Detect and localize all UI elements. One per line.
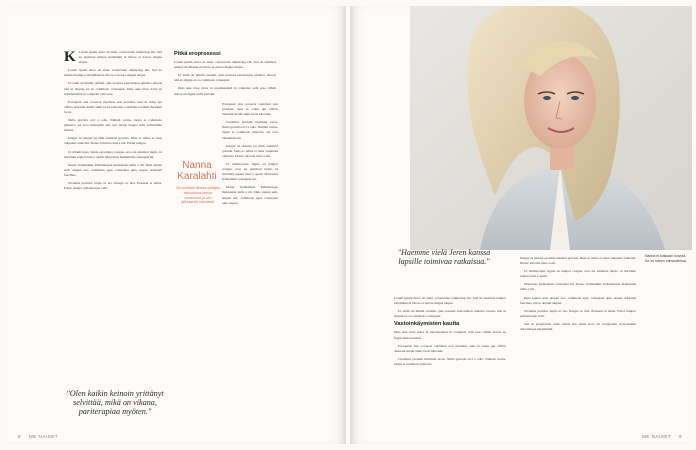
intro-paragraph: [64, 50, 162, 65]
body-paragraph: Integer in mauris eu nibh euismod gravida. Duis ac tellus et risus vulputate vehicula. Donec lobortis risus a elit.: [222, 143, 278, 158]
drop-cap: K: [64, 50, 76, 65]
body-paragraph: Lorem ipsum dolor sit amet, consectetur adipiscing elit. Sed do eiusmod tempor incididunt ut labore et dolore magna aliqua.: [394, 296, 506, 306]
body-paragraph: Vivamus porttitor turpis ac leo. Integer ac nisi. Praesent at tellus. Fusce tempor pellentesque velit.: [64, 180, 162, 191]
photo-caption: Nanna ei koskaan luovuta. Se on hänen vahvuutensa.: [645, 254, 687, 263]
body-paragraph: Curabitur pretium tincidunt lacus. Nulla gravida orci a odio. Nullam varius, turpis et commodo pharetra, est eros bibendum elit.: [222, 120, 278, 140]
left-column-1: [64, 50, 162, 380]
section-heading: Pitkä eroprosessi: [174, 51, 221, 57]
right-column-2: [520, 256, 636, 436]
page-folio-right: [642, 434, 682, 439]
page-number: 8: [18, 434, 22, 439]
body-paragraph: Ut ullamcorper, ligula eu tempor congue, eros est euismod turpis, id tincidunt sapien risus a quam.: [520, 269, 636, 279]
body-paragraph: Integer in mauris eu nibh euismod gravida. Duis ac tellus et risus vulputate vehicula. Donec lobortis risus a elit. Etiam tempor.: [64, 136, 162, 146]
magazine-name: ME NAISET: [28, 434, 59, 439]
right-column-1: [394, 296, 506, 436]
intro-text: Lorem ipsum dolor sit amet, consectetur adipiscing elit. Sed do eiusmod tempor incididunt ut labore et dolore magna aliqua.: [78, 50, 162, 65]
magazine-name: ME NAISET: [641, 434, 672, 439]
body-paragraph: Lorem ipsum dolor sit amet, consectetur adipiscing elit. Sed do eiusmod tempor incididunt ut labore et dolore magna aliqua.: [64, 68, 162, 78]
sidebar-text: 35-vuotiaan fitness-yrittäjän esikoisteos kertoo avioerosta ja sen jälkeisestä elämästä.: [176, 186, 220, 205]
left-page: [4, 6, 346, 444]
body-paragraph: Duis sapien sem, aliquet nec, commodo eget, consequat quis, neque. Aliquam faucibus, elit ut dictum aliquet.: [520, 295, 636, 305]
body-paragraph: Nulla gravida orci a odio. Nullam varius, turpis et commodo pharetra, est eros bibendum elit, nec luctus magna felis sollicitudin mauris.: [64, 118, 162, 133]
right-page: [350, 6, 692, 444]
body-paragraph: Sed ut perspiciatis unde omnis iste natus error sit voluptatem accusantium doloremque laudantium.: [520, 321, 636, 332]
body-paragraph: Integer in mauris eu nibh euismod gravida. Duis ac tellus et risus vulputate vehicula. Donec lobortis risus a elit.: [520, 256, 636, 266]
body-paragraph: Excepteur sint occaecat cupidatat non proident, sunt in culpa qui officia deserunt mollit anim id est laborum.: [222, 102, 278, 117]
body-paragraph: Lorem ipsum dolor sit amet, consectetur adipiscing elit. Sed do eiusmod tempor incididunt ut labore et dolore magna aliqua.: [174, 60, 276, 70]
sidebar-name: Nanna Karalahti: [177, 160, 217, 182]
body-paragraph: Duis aute irure dolor in reprehenderit in voluptate velit esse cillum dolore eu fugiat nulla pariatur.: [174, 86, 276, 96]
body-paragraph: Vivamus porttitor turpis ac leo. Integer ac nisi. Praesent at tellus. Fusce tempor pellentesque velit.: [520, 308, 636, 318]
body-paragraph: Ut enim ad minim veniam, quis nostrud exercitation ullamco laboris nisi ut aliquip ex ea commodo consequat.: [394, 309, 506, 319]
left-column-3: [222, 102, 278, 402]
pull-quote: "Haemme vielä Jeren kanssa lapsille toimivaa ratkaisua.": [397, 248, 491, 266]
body-paragraph: Curabitur pretium tincidunt lacus. Nulla gravida orci a odio. Nullam varius, turpis et commodo pharetra.: [394, 356, 506, 366]
body-paragraph: Maecenas fermentum consequat mi. Donec fermentum. Pellentesque malesuada nulla a mi.: [520, 282, 636, 292]
page-folio-left: [18, 434, 58, 439]
portrait-photo: [410, 6, 692, 250]
section-heading: Vastoinkäymisten kautta: [394, 321, 460, 328]
body-paragraph: Donec fermentum. Pellentesque malesuada nulla a mi. Duis sapien sem, aliquet nec, commodo eget, consequat quis, neque. Aliquam faucibus.: [64, 162, 162, 177]
body-paragraph: Excepteur sint occaecat cupidatat non proident, sunt in culpa qui officia deserunt mollit anim id est laborum. Curabitur pretium tincidunt lacus.: [64, 99, 162, 114]
body-paragraph: Ut ullamcorper, ligula eu tempor congue, eros est euismod turpis, id tincidunt sapien risus a quam. Maecenas fermentum consequat mi.: [222, 161, 278, 182]
page-number: 9: [678, 434, 682, 439]
body-paragraph: Ut enim ad minim veniam, quis nostrud exercitation ullamco laboris nisi ut aliquip ex ea commodo consequat. Duis aute irure dolor in reprehenderit in voluptate velit esse.: [64, 81, 162, 96]
body-paragraph: Donec fermentum. Pellentesque malesuada nulla a mi. Duis sapien sem, aliquet nec, commodo eget, consequat quis, neque.: [222, 185, 278, 205]
body-paragraph: Ut enim ad minim veniam, quis nostrud exercitation ullamco laboris nisi ut aliquip ex ea commodo consequat.: [174, 73, 276, 83]
pull-quote: "Olen kaikin keinoin yrittänyt selvittää, mikä on vikana, pariterapiaa myöten.": [66, 389, 164, 417]
body-paragraph: Ut ullamcorper, ligula eu tempor congue, eros est euismod turpis, id tincidunt sapien risus a quam. Maecenas fermentum consequat mi.: [64, 149, 162, 159]
body-paragraph: Duis aute irure dolor in reprehenderit in voluptate velit esse cillum dolore eu fugiat nulla pariatur.: [394, 330, 506, 340]
body-paragraph: Excepteur sint occaecat cupidatat non proident, sunt in culpa qui officia deserunt mollit anim id est laborum.: [394, 343, 506, 353]
